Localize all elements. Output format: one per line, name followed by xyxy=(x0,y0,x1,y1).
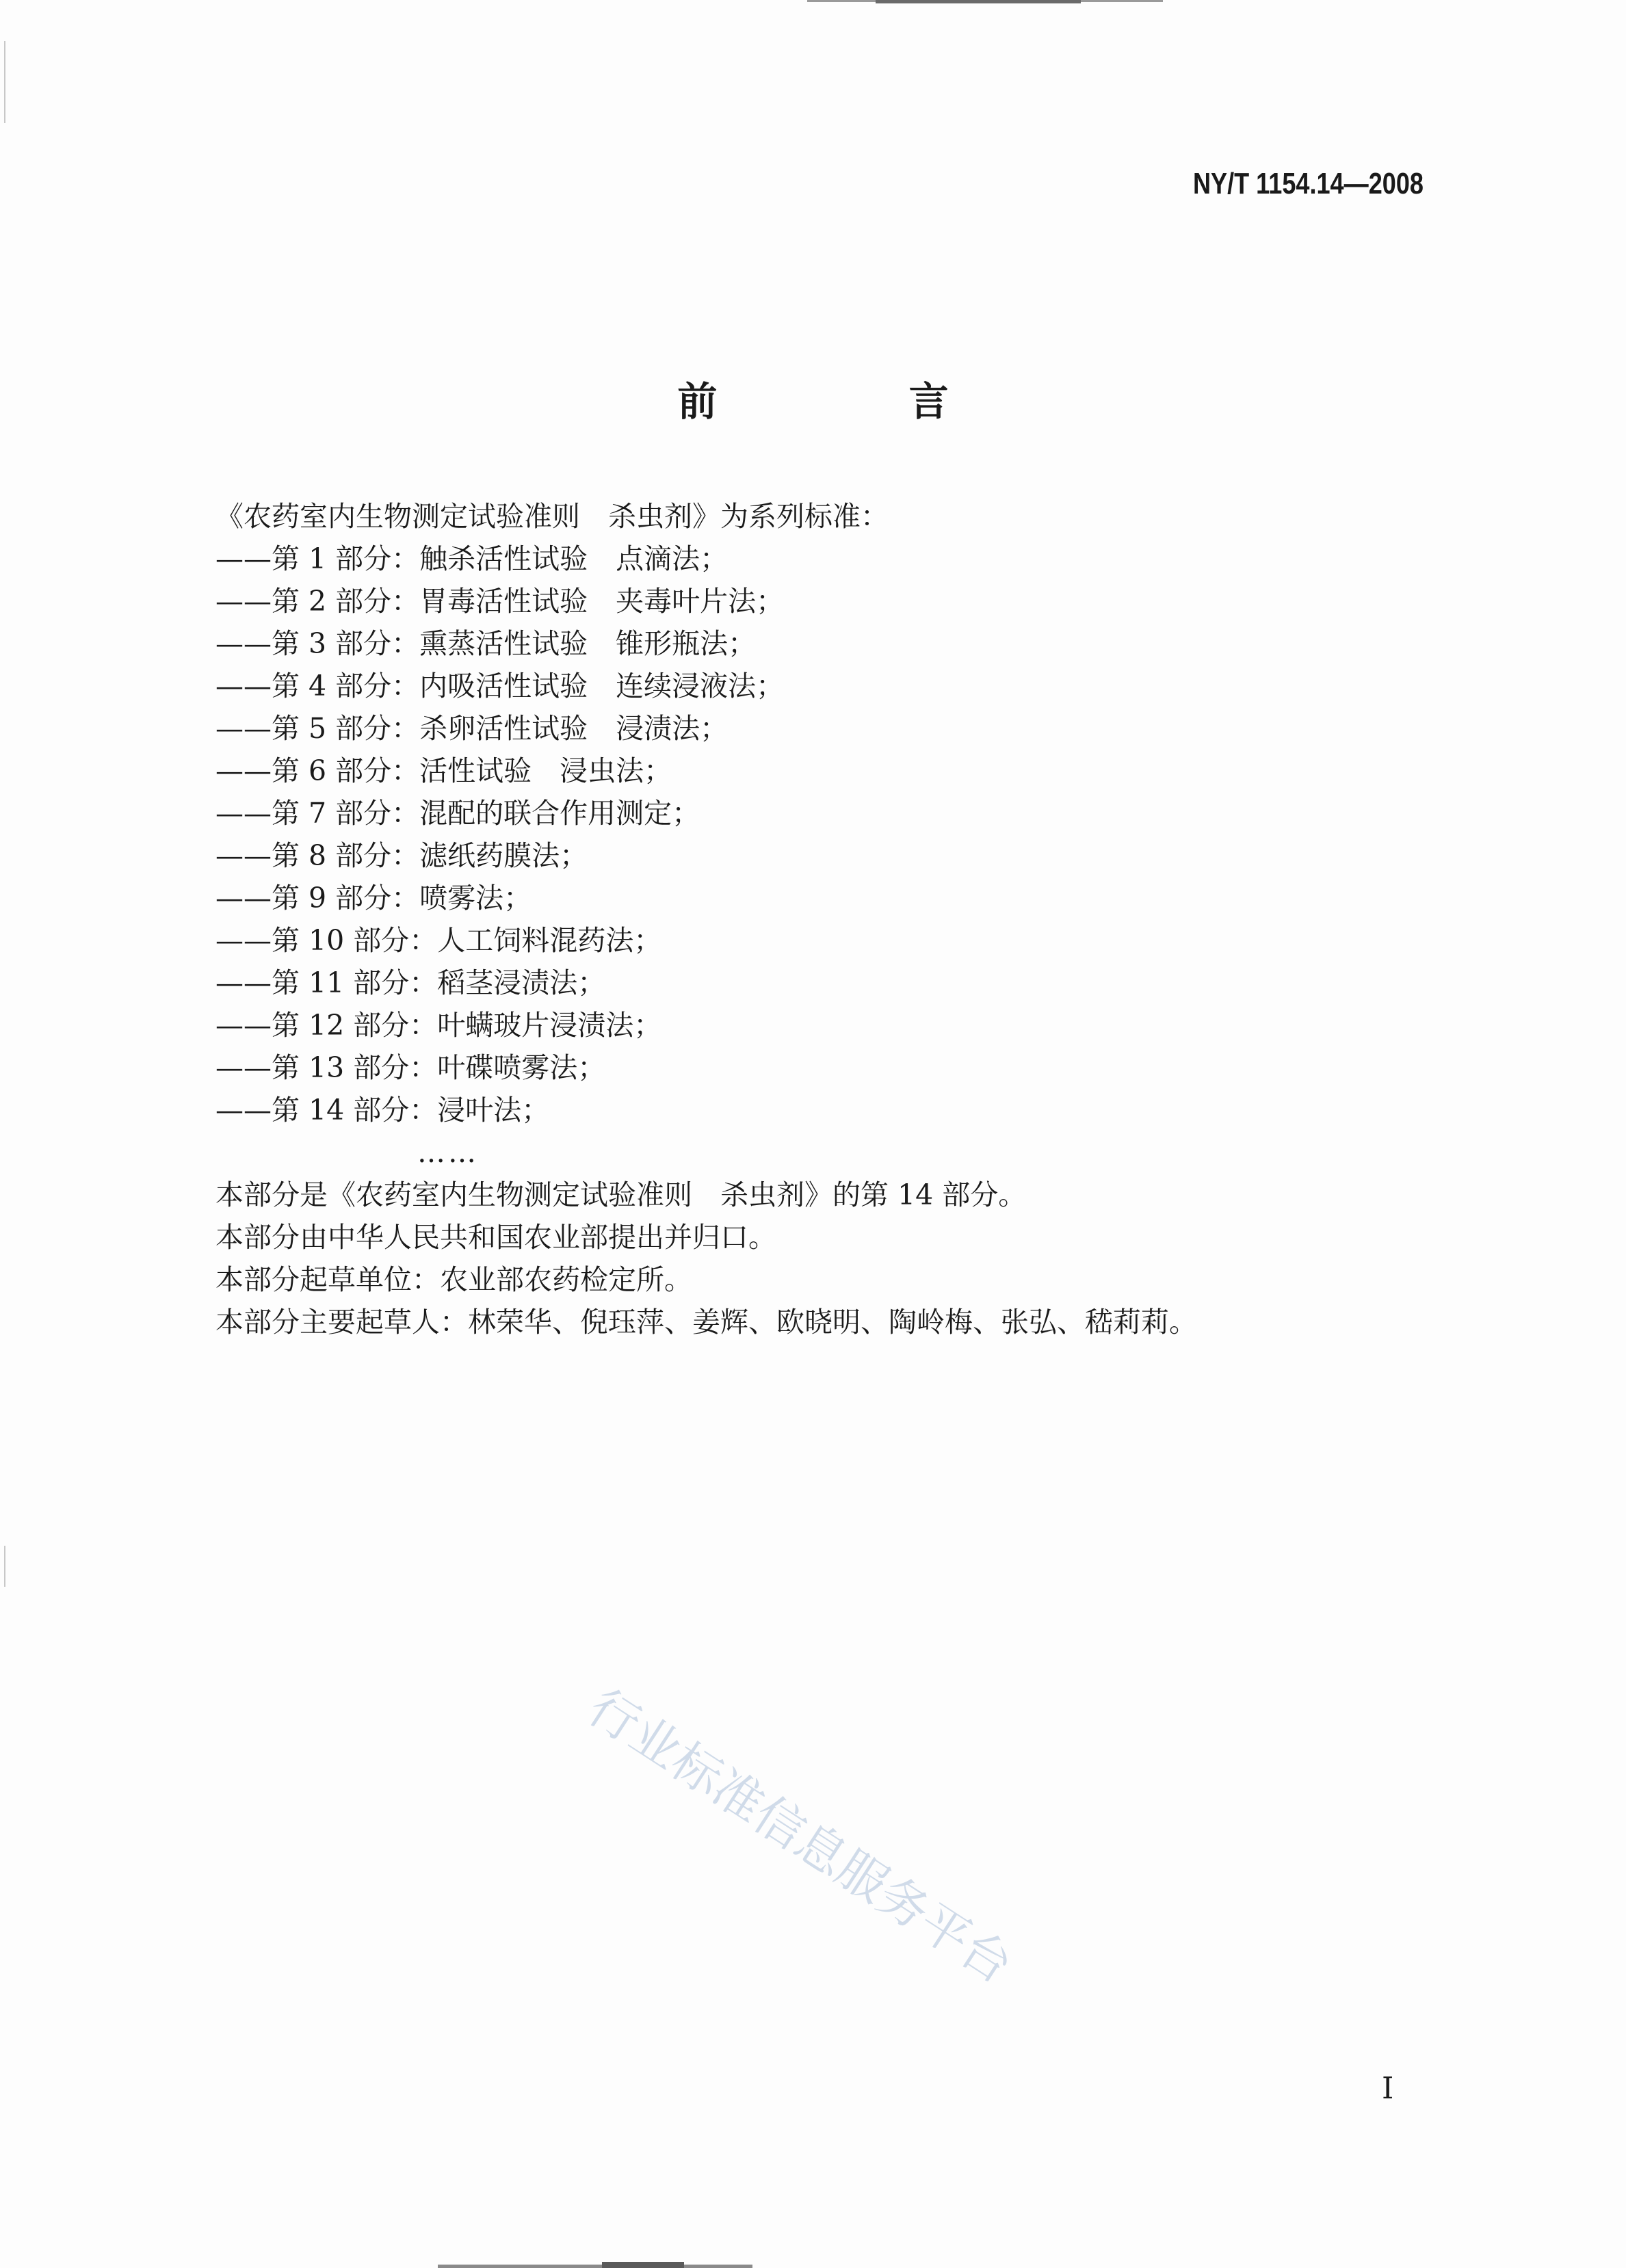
scan-artifact-bottom-dark xyxy=(602,2262,684,2268)
list-item: ——第 8 部分：滤纸药膜法； xyxy=(215,839,588,872)
scan-artifact-bottom xyxy=(438,2265,752,2268)
proposer-statement: 本部分由中华人民共和国农业部提出并归口。 xyxy=(215,1221,776,1254)
part-statement: 本部分是《农药室内生物测定试验准则 杀虫剂》的第 14 部分。 xyxy=(215,1178,1027,1211)
list-item: ——第 7 部分：混配的联合作用测定； xyxy=(215,797,700,830)
scan-artifact-top-dark xyxy=(876,0,1081,3)
list-item: ——第 2 部分：胃毒活性试验 夹毒叶片法； xyxy=(215,585,785,618)
list-item: ——第 4 部分：内吸活性试验 连续浸液法； xyxy=(215,670,785,702)
foreword-body xyxy=(215,495,1447,1343)
scan-artifact-left-edge xyxy=(4,41,5,123)
standard-number: NY/T 1154.14—2008 xyxy=(1193,167,1424,200)
closing-statements xyxy=(215,1174,1447,1343)
list-ellipsis: …… xyxy=(417,1136,479,1169)
page-number: I xyxy=(1382,2071,1394,2106)
parts-list xyxy=(215,538,1447,1131)
series-intro: 《农药室内生物测定试验准则 杀虫剂》为系列标准： xyxy=(215,500,889,533)
watermark-text: 行业标准信息服务平台 xyxy=(578,1678,1023,1995)
list-item: ——第 10 部分：人工饲料混药法； xyxy=(215,924,662,957)
drafting-unit-statement: 本部分起草单位：农业部农药检定所。 xyxy=(215,1263,692,1296)
list-item: ——第 11 部分：稻茎浸渍法； xyxy=(215,966,606,999)
scan-artifact-left-edge xyxy=(4,1546,5,1587)
list-item: ——第 14 部分：浸叶法； xyxy=(215,1094,550,1126)
list-item: ——第 6 部分：活性试验 浸虫法； xyxy=(215,754,672,787)
list-item: ——第 3 部分：熏蒸活性试验 锥形瓶法； xyxy=(215,627,757,660)
list-item: ——第 9 部分：喷雾法； xyxy=(215,882,532,914)
list-item: ——第 5 部分：杀卵活性试验 浸渍法； xyxy=(215,712,729,745)
list-item: ——第 13 部分：叶碟喷雾法； xyxy=(215,1051,606,1084)
list-item: ——第 1 部分：触杀活性试验 点滴法； xyxy=(215,542,729,575)
drafters-statement: 本部分主要起草人：林荣华、倪珏萍、姜辉、欧晓明、陶岭梅、张弘、嵇莉莉。 xyxy=(215,1306,1197,1339)
section-title: 前 言 xyxy=(677,378,1038,425)
list-item: ——第 12 部分：叶螨玻片浸渍法； xyxy=(215,1009,662,1042)
